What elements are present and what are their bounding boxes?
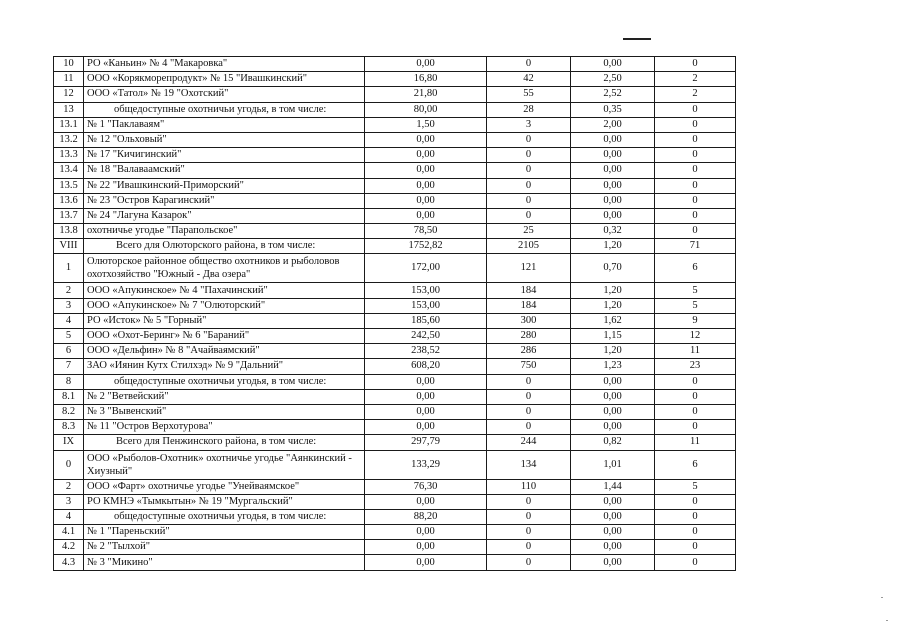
- row-number-cell: 4.2: [54, 540, 84, 555]
- row-number-cell: 4.3: [54, 555, 84, 570]
- row-number-cell: 8.2: [54, 404, 84, 419]
- row-number-cell: 3: [54, 298, 84, 313]
- table-row: [54, 178, 736, 193]
- table-row: [54, 420, 736, 435]
- area-cell: 0,00: [365, 193, 487, 208]
- area-cell: 0,00: [365, 163, 487, 178]
- area-cell: 297,79: [365, 435, 487, 450]
- quota-cell: 71: [655, 239, 736, 254]
- density-cell: 1,20: [571, 344, 655, 359]
- count-cell: 184: [487, 298, 571, 313]
- hunting-ground-name-cell: ООО «Рыболов-Охотник» охотничье угодье "Аянкинский - Хиузный": [84, 450, 365, 479]
- density-cell: 0,00: [571, 404, 655, 419]
- row-number-cell: 6: [54, 344, 84, 359]
- count-cell: 0: [487, 148, 571, 163]
- area-cell: 0,00: [365, 389, 487, 404]
- table-row: [54, 132, 736, 147]
- hunting-ground-name-cell: ООО «Апукинское» № 4 "Пахачинский": [84, 283, 365, 298]
- count-cell: 0: [487, 404, 571, 419]
- table-row: [54, 329, 736, 344]
- row-number-cell: 13.3: [54, 148, 84, 163]
- hunting-ground-name-cell: № 2 "Тылхой": [84, 540, 365, 555]
- table-row: [54, 450, 736, 479]
- table-row: [54, 389, 736, 404]
- hunting-ground-name-cell: ЗАО «Иянин Кутх Стилхэд» № 9 "Дальний": [84, 359, 365, 374]
- count-cell: 110: [487, 479, 571, 494]
- quota-cell: 0: [655, 57, 736, 72]
- area-cell: 0,00: [365, 540, 487, 555]
- table-row: [54, 117, 736, 132]
- density-cell: 1,44: [571, 479, 655, 494]
- quota-cell: 0: [655, 132, 736, 147]
- table-row: [54, 148, 736, 163]
- row-number-cell: 13: [54, 102, 84, 117]
- area-cell: 0,00: [365, 525, 487, 540]
- count-cell: 0: [487, 420, 571, 435]
- hunting-ground-name-cell: ООО «Апукинское» № 7 "Олюторский": [84, 298, 365, 313]
- hunting-ground-name-cell: общедоступные охотничьи угодья, в том числе:: [84, 102, 365, 117]
- count-cell: 244: [487, 435, 571, 450]
- row-number-cell: IX: [54, 435, 84, 450]
- row-number-cell: 7: [54, 359, 84, 374]
- hunting-ground-name-cell: РО КМНЭ «Тымкытын» № 19 "Мургальский": [84, 494, 365, 509]
- density-cell: 1,15: [571, 329, 655, 344]
- row-number-cell: 12: [54, 87, 84, 102]
- quota-cell: 2: [655, 87, 736, 102]
- count-cell: 25: [487, 224, 571, 239]
- density-cell: 0,35: [571, 102, 655, 117]
- quota-cell: 0: [655, 420, 736, 435]
- area-cell: 133,29: [365, 450, 487, 479]
- area-cell: 0,00: [365, 420, 487, 435]
- hunting-ground-name-cell: Олюторское районное общество охотников и рыболовов охотхозяйство "Южный - Два озера": [84, 254, 365, 283]
- count-cell: 0: [487, 509, 571, 524]
- density-cell: 1,20: [571, 283, 655, 298]
- density-cell: 0,00: [571, 57, 655, 72]
- quota-cell: 23: [655, 359, 736, 374]
- quota-cell: 0: [655, 404, 736, 419]
- count-cell: 134: [487, 450, 571, 479]
- hunting-ground-name-cell: № 1 "Паклаваям": [84, 117, 365, 132]
- density-cell: 0,00: [571, 389, 655, 404]
- density-cell: 0,00: [571, 494, 655, 509]
- row-number-cell: VIII: [54, 239, 84, 254]
- count-cell: 300: [487, 313, 571, 328]
- hunting-ground-name-cell: № 11 "Остров Верхотурова": [84, 420, 365, 435]
- table-row: [54, 208, 736, 223]
- density-cell: 0,00: [571, 540, 655, 555]
- quota-cell: 9: [655, 313, 736, 328]
- table-row: [54, 193, 736, 208]
- quota-cell: 0: [655, 193, 736, 208]
- row-number-cell: 5: [54, 329, 84, 344]
- table-row: [54, 163, 736, 178]
- hunting-ground-name-cell: Всего для Олюторского района, в том числе:: [84, 239, 365, 254]
- quota-cell: 0: [655, 509, 736, 524]
- area-cell: 21,80: [365, 87, 487, 102]
- quota-cell: 0: [655, 224, 736, 239]
- table-row: [54, 479, 736, 494]
- count-cell: 0: [487, 540, 571, 555]
- row-number-cell: 13.5: [54, 178, 84, 193]
- count-cell: 0: [487, 555, 571, 570]
- row-number-cell: 4: [54, 313, 84, 328]
- hunting-grounds-table: [53, 56, 736, 571]
- quota-cell: 0: [655, 494, 736, 509]
- density-cell: 0,00: [571, 208, 655, 223]
- area-cell: 0,00: [365, 57, 487, 72]
- area-cell: 76,30: [365, 479, 487, 494]
- density-cell: 1,23: [571, 359, 655, 374]
- table-row: [54, 404, 736, 419]
- row-number-cell: 8.3: [54, 420, 84, 435]
- count-cell: 0: [487, 132, 571, 147]
- count-cell: 0: [487, 193, 571, 208]
- row-number-cell: 0: [54, 450, 84, 479]
- hunting-ground-name-cell: ООО «Дельфин» № 8 "Ачайваямский": [84, 344, 365, 359]
- area-cell: 238,52: [365, 344, 487, 359]
- table-row: [54, 344, 736, 359]
- table-row: [54, 374, 736, 389]
- table-row: [54, 72, 736, 87]
- row-number-cell: 3: [54, 494, 84, 509]
- hunting-ground-name-cell: № 17 "Кичигинский": [84, 148, 365, 163]
- row-number-cell: 13.6: [54, 193, 84, 208]
- scan-speck: [886, 620, 888, 621]
- quota-cell: 0: [655, 102, 736, 117]
- quota-cell: 0: [655, 117, 736, 132]
- quota-cell: 11: [655, 344, 736, 359]
- table-row: [54, 540, 736, 555]
- area-cell: 0,00: [365, 555, 487, 570]
- density-cell: 0,82: [571, 435, 655, 450]
- area-cell: 0,00: [365, 404, 487, 419]
- density-cell: 1,62: [571, 313, 655, 328]
- density-cell: 1,20: [571, 239, 655, 254]
- table-row: [54, 298, 736, 313]
- quota-cell: 2: [655, 72, 736, 87]
- count-cell: 0: [487, 208, 571, 223]
- header-dash-mark: [623, 38, 651, 40]
- table-row: [54, 283, 736, 298]
- quota-cell: 0: [655, 148, 736, 163]
- count-cell: 2105: [487, 239, 571, 254]
- hunting-ground-name-cell: РО «Исток» № 5 "Горный": [84, 313, 365, 328]
- row-number-cell: 2: [54, 479, 84, 494]
- density-cell: 0,00: [571, 178, 655, 193]
- count-cell: 55: [487, 87, 571, 102]
- area-cell: 0,00: [365, 178, 487, 193]
- table-row: [54, 57, 736, 72]
- count-cell: 42: [487, 72, 571, 87]
- area-cell: 153,00: [365, 283, 487, 298]
- hunting-ground-name-cell: № 3 "Микино": [84, 555, 365, 570]
- density-cell: 0,70: [571, 254, 655, 283]
- table-row: [54, 555, 736, 570]
- hunting-ground-name-cell: общедоступные охотничьи угодья, в том числе:: [84, 374, 365, 389]
- hunting-ground-name-cell: общедоступные охотничьи угодья, в том числе:: [84, 509, 365, 524]
- area-cell: 242,50: [365, 329, 487, 344]
- table-row: [54, 224, 736, 239]
- count-cell: 0: [487, 389, 571, 404]
- quota-cell: 0: [655, 555, 736, 570]
- area-cell: 1,50: [365, 117, 487, 132]
- hunting-ground-name-cell: № 24 "Лагуна Казарок": [84, 208, 365, 223]
- density-cell: 1,20: [571, 298, 655, 313]
- quota-cell: 6: [655, 450, 736, 479]
- density-cell: 2,00: [571, 117, 655, 132]
- table-row: [54, 102, 736, 117]
- hunting-ground-name-cell: ООО «Корякморепродукт» № 15 "Ивашкинский": [84, 72, 365, 87]
- count-cell: 0: [487, 494, 571, 509]
- area-cell: 80,00: [365, 102, 487, 117]
- count-cell: 0: [487, 374, 571, 389]
- table-row: [54, 359, 736, 374]
- table-row: [54, 87, 736, 102]
- row-number-cell: 4.1: [54, 525, 84, 540]
- count-cell: 280: [487, 329, 571, 344]
- area-cell: 185,60: [365, 313, 487, 328]
- row-number-cell: 10: [54, 57, 84, 72]
- table-row: [54, 525, 736, 540]
- area-cell: 78,50: [365, 224, 487, 239]
- row-number-cell: 13.2: [54, 132, 84, 147]
- count-cell: 28: [487, 102, 571, 117]
- density-cell: 0,00: [571, 148, 655, 163]
- table-body: [54, 57, 736, 571]
- table-row: [54, 494, 736, 509]
- quota-cell: 5: [655, 283, 736, 298]
- hunting-ground-name-cell: № 1 "Пареньский": [84, 525, 365, 540]
- hunting-ground-name-cell: № 12 "Ольховый": [84, 132, 365, 147]
- row-number-cell: 11: [54, 72, 84, 87]
- hunting-ground-name-cell: РО «Каньин» № 4 "Макаровка": [84, 57, 365, 72]
- area-cell: 0,00: [365, 132, 487, 147]
- area-cell: 1752,82: [365, 239, 487, 254]
- count-cell: 0: [487, 525, 571, 540]
- density-cell: 0,00: [571, 525, 655, 540]
- table-row: [54, 313, 736, 328]
- density-cell: 0,32: [571, 224, 655, 239]
- area-cell: 0,00: [365, 148, 487, 163]
- row-number-cell: 1: [54, 254, 84, 283]
- quota-cell: 0: [655, 178, 736, 193]
- hunting-ground-name-cell: охотничье угодье "Парапольское": [84, 224, 365, 239]
- count-cell: 0: [487, 178, 571, 193]
- quota-cell: 0: [655, 389, 736, 404]
- density-cell: 0,00: [571, 420, 655, 435]
- row-number-cell: 13.8: [54, 224, 84, 239]
- density-cell: 0,00: [571, 132, 655, 147]
- hunting-ground-name-cell: ООО «Охот-Беринг» № 6 "Бараний": [84, 329, 365, 344]
- area-cell: 16,80: [365, 72, 487, 87]
- row-number-cell: 2: [54, 283, 84, 298]
- quota-cell: 5: [655, 479, 736, 494]
- quota-cell: 11: [655, 435, 736, 450]
- area-cell: 608,20: [365, 359, 487, 374]
- density-cell: 0,00: [571, 193, 655, 208]
- quota-cell: 0: [655, 163, 736, 178]
- table-row: [54, 254, 736, 283]
- table-row: [54, 435, 736, 450]
- hunting-ground-name-cell: ООО «Татол» № 19 "Охотский": [84, 87, 365, 102]
- area-cell: 0,00: [365, 494, 487, 509]
- quota-cell: 0: [655, 525, 736, 540]
- area-cell: 0,00: [365, 208, 487, 223]
- count-cell: 3: [487, 117, 571, 132]
- row-number-cell: 8: [54, 374, 84, 389]
- density-cell: 0,00: [571, 163, 655, 178]
- quota-cell: 0: [655, 208, 736, 223]
- hunting-ground-name-cell: Всего для Пенжинского района, в том числе:: [84, 435, 365, 450]
- density-cell: 2,52: [571, 87, 655, 102]
- count-cell: 184: [487, 283, 571, 298]
- count-cell: 121: [487, 254, 571, 283]
- density-cell: 0,00: [571, 509, 655, 524]
- scan-speck: [881, 597, 883, 598]
- hunting-ground-name-cell: № 23 "Остров Карагинский": [84, 193, 365, 208]
- quota-cell: 0: [655, 540, 736, 555]
- row-number-cell: 4: [54, 509, 84, 524]
- table-row: [54, 509, 736, 524]
- quota-cell: 12: [655, 329, 736, 344]
- quota-cell: 0: [655, 374, 736, 389]
- hunting-ground-name-cell: № 2 "Ветвейский": [84, 389, 365, 404]
- row-number-cell: 13.4: [54, 163, 84, 178]
- row-number-cell: 13.7: [54, 208, 84, 223]
- density-cell: 2,50: [571, 72, 655, 87]
- density-cell: 0,00: [571, 374, 655, 389]
- area-cell: 0,00: [365, 374, 487, 389]
- quota-cell: 5: [655, 298, 736, 313]
- row-number-cell: 8.1: [54, 389, 84, 404]
- count-cell: 286: [487, 344, 571, 359]
- density-cell: 1,01: [571, 450, 655, 479]
- count-cell: 750: [487, 359, 571, 374]
- hunting-ground-name-cell: ООО «Фарт» охотничье угодье "Унейваямское": [84, 479, 365, 494]
- count-cell: 0: [487, 163, 571, 178]
- hunting-ground-name-cell: № 22 "Ивашкинский-Приморский": [84, 178, 365, 193]
- hunting-ground-name-cell: № 3 "Вывенский": [84, 404, 365, 419]
- count-cell: 0: [487, 57, 571, 72]
- area-cell: 153,00: [365, 298, 487, 313]
- table-row: [54, 239, 736, 254]
- row-number-cell: 13.1: [54, 117, 84, 132]
- hunting-ground-name-cell: № 18 "Валаваамский": [84, 163, 365, 178]
- area-cell: 172,00: [365, 254, 487, 283]
- area-cell: 88,20: [365, 509, 487, 524]
- quota-cell: 6: [655, 254, 736, 283]
- density-cell: 0,00: [571, 555, 655, 570]
